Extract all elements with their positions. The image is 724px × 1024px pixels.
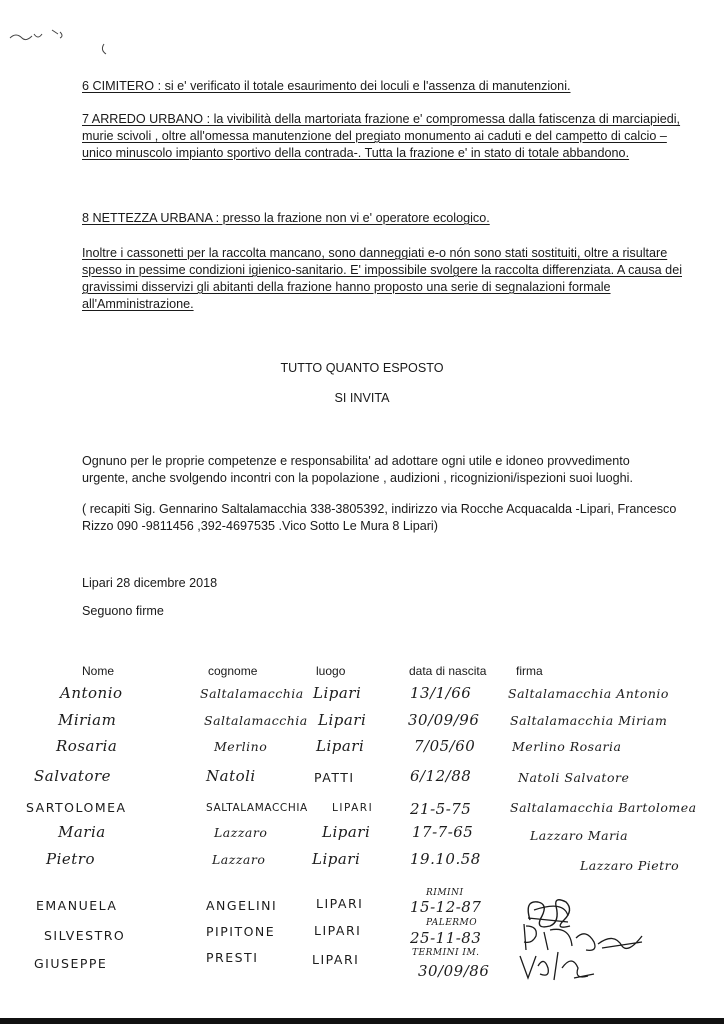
row2-cognome: Saltalamacchia [204, 713, 308, 728]
row1-luogo: Lipari [313, 684, 362, 702]
row6-cognome: Lazzaro [214, 825, 268, 840]
row6-nome: Maria [58, 823, 106, 841]
row3-luogo: Lipari [316, 737, 365, 755]
row10-place-of-birth: TERMINI IM. [412, 948, 480, 958]
row5-cognome: SALTALAMACCHIA [206, 802, 308, 814]
row9-cognome: PIPITONE [206, 924, 276, 939]
row3-data: 7/05/60 [414, 737, 476, 755]
row1-firma: Saltalamacchia Antonio [508, 686, 669, 701]
row4-luogo: PATTI [314, 770, 355, 785]
section6-line: 6 CIMITERO : si e' verificato il totale esaurimento dei loculi e l'assenza di manutenzioni. [82, 79, 571, 93]
section8-line-2: Inoltre i cassonetti per la raccolta mancano, sono danneggiati e-o nón sono stati sostituiti, oltre a risultare [82, 246, 668, 260]
seguono-firme: Seguono firme [82, 604, 164, 618]
row5-data: 21-5-75 [410, 800, 472, 818]
row7-firma: Lazzaro Pietro [580, 858, 680, 873]
row5-luogo: LIPARI [332, 802, 374, 814]
header-nome: Nome [82, 664, 115, 678]
row3-cognome: Merlino [214, 739, 268, 754]
row8-data: 15-12-87 [410, 898, 482, 916]
row4-cognome: Natoli [206, 767, 256, 785]
row5-firma: Saltalamacchia Bartolomea [510, 800, 697, 815]
section-arredo-urbano [82, 111, 682, 162]
row9-nome: SILVESTRO [44, 928, 126, 943]
header-luogo: luogo [316, 664, 346, 678]
row2-firma: Saltalamacchia Miriam [510, 713, 668, 728]
row8-cognome: ANGELINI [206, 898, 278, 913]
header-firma: firma [516, 664, 543, 678]
row10-nome: GIUSEPPE [34, 956, 108, 971]
contacts-paragraph [82, 501, 676, 535]
row9-place-of-birth: PALERMO [426, 918, 478, 928]
row7-cognome: Lazzaro [212, 852, 266, 867]
invite-line-2: urgente, anche svolgendo incontri con la popolazione , audizioni , ricognizioni/ispezioni suoi luoghi. [82, 471, 633, 485]
row9-data: 25-11-83 [410, 929, 482, 947]
row6-data: 17-7-65 [412, 823, 474, 841]
row10-cognome: PRESTI [206, 950, 259, 965]
section7-line-3: unico minuscolo impianto sportivo della contrada-. Tutta la frazione e' in stato di totale abbandono. [82, 146, 630, 160]
corner-scribble-mark [4, 24, 114, 58]
row2-nome: Miriam [58, 711, 117, 729]
section7-line-1: 7 ARREDO URBANO : la vivibilità della martoriata frazione e' compromessa dalla fatiscenza di marciapiedi, [82, 112, 681, 126]
heading-tutto-quanto-esposto: TUTTO QUANTO ESPOSTO [280, 361, 444, 375]
row3-firma: Merlino Rosaria [512, 739, 622, 754]
row10-data: 30/09/86 [418, 962, 490, 980]
section8-body [82, 245, 682, 313]
row1-data: 13/1/66 [410, 684, 472, 702]
row6-luogo: Lipari [322, 823, 371, 841]
section8-line-4: gravissimi disservizi gli abitanti della frazione hanno proposto una serie di segnalazioni formale [82, 280, 611, 294]
row7-luogo: Lipari [312, 850, 361, 868]
section-cimitero [82, 78, 682, 95]
row10-luogo: LIPARI [312, 952, 360, 967]
contacts-line-2: Rizzo 090 -9811456 ,392-4697535 .Vico Sotto Le Mura 8 Lipari) [82, 519, 438, 533]
heading-si-invita: SI INVITA [334, 391, 390, 405]
row8-place-of-birth: RIMINI [426, 888, 464, 898]
row2-luogo: Lipari [318, 711, 367, 729]
row5-nome: SARTOLOMEA [26, 800, 127, 815]
invite-paragraph [82, 453, 633, 487]
section8-line-1: 8 NETTEZZA URBANA : presso la frazione non vi e' operatore ecologico. [82, 211, 490, 225]
row6-firma: Lazzaro Maria [530, 828, 629, 843]
section8-line-5: all'Amministrazione. [82, 297, 194, 311]
section7-line-2: murie scivoli , oltre all'omessa manutenzione del pregiato monumento ai caduti e del campetto di calcio – [82, 129, 667, 143]
row2-data: 30/09/96 [408, 711, 480, 729]
header-data-di-nascita: data di nascita [409, 664, 487, 678]
row4-data: 6/12/88 [410, 767, 472, 785]
row1-nome: Antonio [60, 684, 123, 702]
section-nettezza-urbana [82, 210, 682, 227]
row3-nome: Rosaria [56, 737, 118, 755]
invite-line-1: Ognuno per le proprie competenze e responsabilita' ad adottare ogni utile e idoneo provvedimento [82, 454, 630, 468]
row7-nome: Pietro [46, 850, 95, 868]
signature-scribble-presti [514, 948, 614, 984]
contacts-line-1: ( recapiti Sig. Gennarino Saltalamacchia 338-3805392, indirizzo via Rocche Acquacalda -Lipari, Francesco [82, 502, 677, 516]
header-cognome: cognome [208, 664, 258, 678]
row8-nome: EMANUELA [36, 898, 118, 913]
section8-line-3: spesso in pessime condizioni igienico-sanitario. E' impossibile svolgere la raccolta differenziata. A causa dei [82, 263, 682, 277]
place-date: Lipari 28 dicembre 2018 [82, 576, 218, 590]
row4-firma: Natoli Salvatore [518, 770, 630, 785]
row4-nome: Salvatore [34, 767, 112, 785]
row1-cognome: Saltalamacchia [200, 686, 304, 701]
row7-data: 19.10.58 [410, 850, 481, 868]
row8-luogo: LIPARI [316, 896, 364, 911]
row9-luogo: LIPARI [314, 923, 362, 938]
bottom-scan-edge [0, 1018, 724, 1024]
